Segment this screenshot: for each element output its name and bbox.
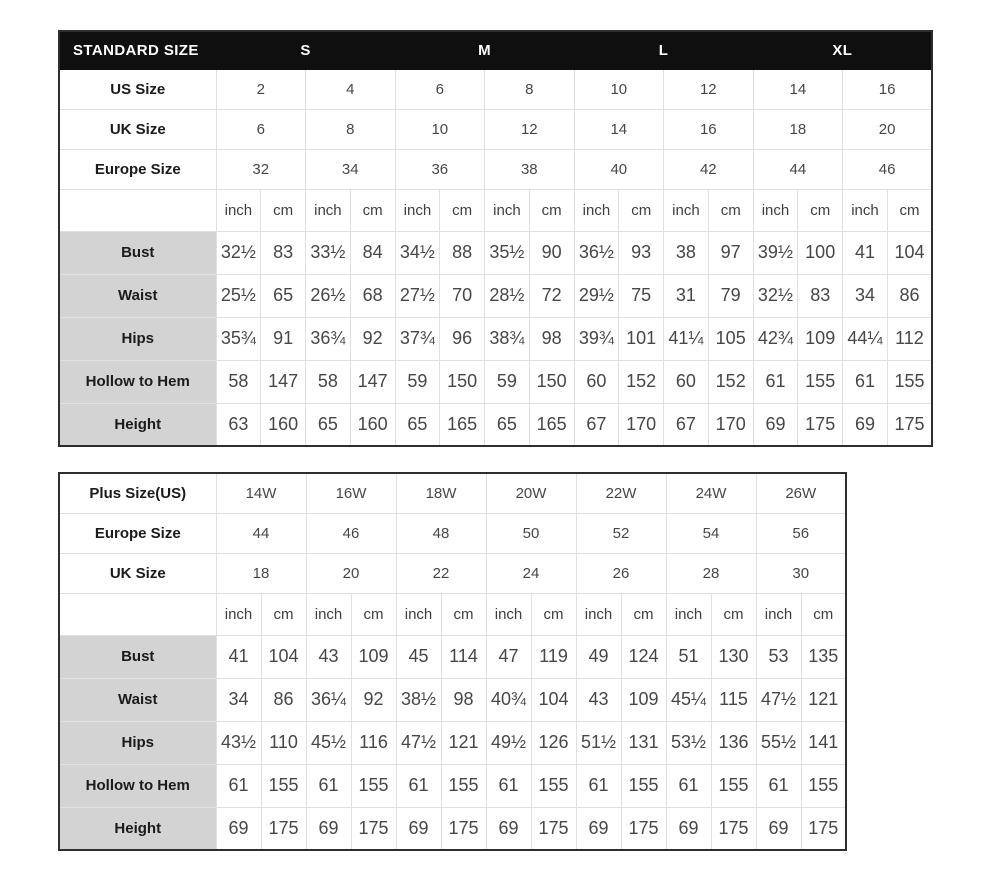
measurement-value-cell: 26½: [306, 274, 351, 317]
measurement-value-cell: 126: [531, 721, 576, 764]
size-value-cell: 24: [486, 553, 576, 593]
measurement-value-cell: 69: [756, 807, 801, 850]
unit-cell: inch: [485, 189, 530, 231]
measurement-value-cell: 61: [486, 764, 531, 807]
size-value-cell: 28: [666, 553, 756, 593]
unit-cell: inch: [753, 189, 798, 231]
size-value-cell: 14W: [216, 473, 306, 513]
measurement-value-cell: 44¼: [843, 317, 888, 360]
measurement-row: [59, 807, 846, 850]
measurement-value-cell: 43: [306, 635, 351, 678]
measurement-value-cell: 39¾: [574, 317, 619, 360]
size-value-cell: 18W: [396, 473, 486, 513]
measurement-value-cell: 136: [711, 721, 756, 764]
measurement-value-cell: 93: [619, 231, 664, 274]
measurement-value-cell: 43: [576, 678, 621, 721]
measurement-value-cell: 58: [306, 360, 351, 403]
measurement-value-cell: 165: [440, 403, 485, 446]
measurement-value-cell: 65: [261, 274, 306, 317]
measurement-value-cell: 115: [711, 678, 756, 721]
measurement-value-cell: 69: [216, 807, 261, 850]
measurement-value-cell: 32½: [216, 231, 261, 274]
measurement-value-cell: 39½: [753, 231, 798, 274]
measurement-value-cell: 61: [753, 360, 798, 403]
measurement-value-cell: 121: [441, 721, 486, 764]
unit-cell: inch: [216, 593, 261, 635]
size-value-cell: 38: [485, 149, 575, 189]
size-value-cell: 32: [216, 149, 306, 189]
measurement-value-cell: 51½: [576, 721, 621, 764]
measurement-value-cell: 41: [216, 635, 261, 678]
measurement-row: [59, 317, 932, 360]
size-value-cell: 24W: [666, 473, 756, 513]
measurement-value-cell: 45½: [306, 721, 351, 764]
measurement-row: [59, 403, 932, 446]
measurement-value-cell: 79: [708, 274, 753, 317]
measurement-value-cell: 155: [711, 764, 756, 807]
measurement-value-cell: 27½: [395, 274, 440, 317]
measurement-row-label: Waist: [59, 678, 216, 721]
measurement-value-cell: 175: [441, 807, 486, 850]
size-value-cell: 12: [664, 69, 754, 109]
measurement-value-cell: 63: [216, 403, 261, 446]
measurement-value-cell: 90: [529, 231, 574, 274]
measurement-value-cell: 49½: [486, 721, 531, 764]
measurement-value-cell: 25½: [216, 274, 261, 317]
measurement-value-cell: 175: [261, 807, 306, 850]
size-value-cell: 26: [576, 553, 666, 593]
unit-cell: cm: [350, 189, 395, 231]
measurement-value-cell: 32½: [753, 274, 798, 317]
measurement-value-cell: 116: [351, 721, 396, 764]
measurement-value-cell: 155: [621, 764, 666, 807]
unit-cell: inch: [756, 593, 801, 635]
measurement-value-cell: 98: [441, 678, 486, 721]
measurement-row: [59, 635, 846, 678]
measurement-value-cell: 45: [396, 635, 441, 678]
measurement-value-cell: 160: [261, 403, 306, 446]
unit-cell: inch: [306, 189, 351, 231]
measurement-value-cell: 37¾: [395, 317, 440, 360]
measurement-value-cell: 121: [801, 678, 846, 721]
size-value-cell: 14: [753, 69, 843, 109]
measurement-value-cell: 53: [756, 635, 801, 678]
unit-cell: inch: [843, 189, 888, 231]
measurement-value-cell: 152: [619, 360, 664, 403]
measurement-value-cell: 155: [887, 360, 932, 403]
measurement-value-cell: 67: [664, 403, 709, 446]
measurement-value-cell: 49: [576, 635, 621, 678]
measurement-value-cell: 70: [440, 274, 485, 317]
measurement-value-cell: 88: [440, 231, 485, 274]
measurement-value-cell: 67: [574, 403, 619, 446]
unit-cell: inch: [395, 189, 440, 231]
size-row-label: UK Size: [59, 553, 216, 593]
measurement-row: [59, 274, 932, 317]
measurement-value-cell: 131: [621, 721, 666, 764]
unit-row: [59, 593, 846, 635]
measurement-value-cell: 47½: [396, 721, 441, 764]
size-value-cell: 44: [753, 149, 843, 189]
size-value-cell: 20: [843, 109, 933, 149]
measurement-value-cell: 147: [350, 360, 395, 403]
measurement-value-cell: 34: [216, 678, 261, 721]
unit-cell: cm: [619, 189, 664, 231]
measurement-value-cell: 55½: [756, 721, 801, 764]
measurement-value-cell: 152: [708, 360, 753, 403]
measurement-value-cell: 141: [801, 721, 846, 764]
measurement-value-cell: 150: [440, 360, 485, 403]
measurement-value-cell: 43½: [216, 721, 261, 764]
unit-cell: cm: [708, 189, 753, 231]
measurement-value-cell: 135: [801, 635, 846, 678]
measurement-row-label: Hollow to Hem: [59, 764, 216, 807]
measurement-value-cell: 155: [798, 360, 843, 403]
measurement-value-cell: 175: [798, 403, 843, 446]
size-value-cell: 20: [306, 553, 396, 593]
unit-cell: inch: [306, 593, 351, 635]
size-group-header: M: [395, 31, 574, 69]
measurement-row: [59, 231, 932, 274]
size-value-cell: 50: [486, 513, 576, 553]
measurement-value-cell: 91: [261, 317, 306, 360]
size-row-label: UK Size: [59, 109, 216, 149]
size-row: [59, 69, 932, 109]
measurement-value-cell: 28½: [485, 274, 530, 317]
measurement-row-label: Height: [59, 403, 216, 446]
measurement-value-cell: 155: [531, 764, 576, 807]
measurement-row-label: Height: [59, 807, 216, 850]
size-value-cell: 44: [216, 513, 306, 553]
size-value-cell: 40: [574, 149, 664, 189]
measurement-value-cell: 58: [216, 360, 261, 403]
measurement-value-cell: 155: [261, 764, 306, 807]
measurement-value-cell: 61: [306, 764, 351, 807]
measurement-row-label: Hollow to Hem: [59, 360, 216, 403]
measurement-value-cell: 42¾: [753, 317, 798, 360]
measurement-value-cell: 175: [351, 807, 396, 850]
unit-row-spacer: [59, 189, 216, 231]
measurement-value-cell: 47: [486, 635, 531, 678]
size-row: [59, 513, 846, 553]
measurement-value-cell: 104: [887, 231, 932, 274]
measurement-value-cell: 155: [351, 764, 396, 807]
unit-cell: cm: [887, 189, 932, 231]
measurement-value-cell: 68: [350, 274, 395, 317]
measurement-value-cell: 36¾: [306, 317, 351, 360]
measurement-value-cell: 155: [441, 764, 486, 807]
measurement-value-cell: 65: [485, 403, 530, 446]
size-value-cell: 14: [574, 109, 664, 149]
size-value-cell: 18: [216, 553, 306, 593]
unit-cell: inch: [574, 189, 619, 231]
measurement-value-cell: 61: [576, 764, 621, 807]
measurement-value-cell: 59: [395, 360, 440, 403]
unit-cell: cm: [529, 189, 574, 231]
measurement-value-cell: 175: [801, 807, 846, 850]
measurement-value-cell: 112: [887, 317, 932, 360]
size-value-cell: 52: [576, 513, 666, 553]
measurement-value-cell: 170: [619, 403, 664, 446]
measurement-value-cell: 61: [756, 764, 801, 807]
measurement-value-cell: 33½: [306, 231, 351, 274]
measurement-value-cell: 51: [666, 635, 711, 678]
unit-cell: cm: [531, 593, 576, 635]
size-value-cell: 2: [216, 69, 306, 109]
measurement-value-cell: 83: [798, 274, 843, 317]
unit-cell: cm: [440, 189, 485, 231]
size-value-cell: 34: [306, 149, 396, 189]
size-value-cell: 46: [843, 149, 933, 189]
measurement-value-cell: 130: [711, 635, 756, 678]
unit-cell: inch: [576, 593, 621, 635]
measurement-value-cell: 69: [843, 403, 888, 446]
measurement-value-cell: 98: [529, 317, 574, 360]
unit-cell: cm: [798, 189, 843, 231]
measurement-value-cell: 31: [664, 274, 709, 317]
measurement-value-cell: 86: [261, 678, 306, 721]
measurement-value-cell: 160: [350, 403, 395, 446]
measurement-value-cell: 175: [711, 807, 756, 850]
measurement-value-cell: 170: [708, 403, 753, 446]
size-value-cell: 12: [485, 109, 575, 149]
size-value-cell: 42: [664, 149, 754, 189]
measurement-value-cell: 65: [395, 403, 440, 446]
measurement-value-cell: 47½: [756, 678, 801, 721]
measurement-value-cell: 69: [396, 807, 441, 850]
measurement-row-label: Bust: [59, 635, 216, 678]
measurement-value-cell: 150: [529, 360, 574, 403]
measurement-value-cell: 165: [529, 403, 574, 446]
measurement-value-cell: 147: [261, 360, 306, 403]
measurement-value-cell: 38¾: [485, 317, 530, 360]
measurement-row: [59, 678, 846, 721]
measurement-value-cell: 100: [798, 231, 843, 274]
size-value-cell: 30: [756, 553, 846, 593]
measurement-value-cell: 72: [529, 274, 574, 317]
measurement-value-cell: 61: [396, 764, 441, 807]
size-row-label: Europe Size: [59, 513, 216, 553]
unit-cell: cm: [441, 593, 486, 635]
size-value-cell: 46: [306, 513, 396, 553]
measurement-row-label: Bust: [59, 231, 216, 274]
measurement-value-cell: 109: [621, 678, 666, 721]
size-value-cell: 18: [753, 109, 843, 149]
measurement-value-cell: 92: [351, 678, 396, 721]
measurement-value-cell: 110: [261, 721, 306, 764]
measurement-value-cell: 61: [666, 764, 711, 807]
measurement-value-cell: 36¼: [306, 678, 351, 721]
standard-size-table: [58, 30, 933, 447]
measurement-value-cell: 41¼: [664, 317, 709, 360]
measurement-value-cell: 45¼: [666, 678, 711, 721]
size-value-cell: 48: [396, 513, 486, 553]
measurement-value-cell: 83: [261, 231, 306, 274]
size-row-label: Plus Size(US): [59, 473, 216, 513]
size-value-cell: 22: [396, 553, 486, 593]
measurement-value-cell: 60: [664, 360, 709, 403]
size-value-cell: 8: [306, 109, 396, 149]
measurement-value-cell: 101: [619, 317, 664, 360]
measurement-value-cell: 65: [306, 403, 351, 446]
unit-cell: cm: [801, 593, 846, 635]
measurement-value-cell: 124: [621, 635, 666, 678]
measurement-value-cell: 119: [531, 635, 576, 678]
measurement-value-cell: 109: [798, 317, 843, 360]
size-value-cell: 16: [843, 69, 933, 109]
size-row-label: US Size: [59, 69, 216, 109]
measurement-row-label: Hips: [59, 721, 216, 764]
size-value-cell: 16W: [306, 473, 396, 513]
size-row: [59, 553, 846, 593]
measurement-value-cell: 97: [708, 231, 753, 274]
unit-cell: inch: [664, 189, 709, 231]
unit-cell: cm: [711, 593, 756, 635]
size-row: [59, 149, 932, 189]
measurement-value-cell: 114: [441, 635, 486, 678]
unit-cell: inch: [216, 189, 261, 231]
size-value-cell: 54: [666, 513, 756, 553]
measurement-value-cell: 34½: [395, 231, 440, 274]
measurement-value-cell: 29½: [574, 274, 619, 317]
size-value-cell: 56: [756, 513, 846, 553]
unit-cell: inch: [486, 593, 531, 635]
measurement-row: [59, 721, 846, 764]
measurement-value-cell: 69: [306, 807, 351, 850]
measurement-value-cell: 38½: [396, 678, 441, 721]
measurement-value-cell: 59: [485, 360, 530, 403]
measurement-value-cell: 109: [351, 635, 396, 678]
measurement-row-label: Hips: [59, 317, 216, 360]
measurement-value-cell: 104: [261, 635, 306, 678]
measurement-value-cell: 69: [486, 807, 531, 850]
size-value-cell: 4: [306, 69, 396, 109]
measurement-value-cell: 61: [843, 360, 888, 403]
measurement-value-cell: 175: [887, 403, 932, 446]
measurement-value-cell: 75: [619, 274, 664, 317]
unit-row: [59, 189, 932, 231]
measurement-value-cell: 155: [801, 764, 846, 807]
measurement-value-cell: 40¾: [486, 678, 531, 721]
measurement-value-cell: 60: [574, 360, 619, 403]
unit-cell: cm: [351, 593, 396, 635]
size-value-cell: 20W: [486, 473, 576, 513]
table-header-row: [59, 31, 932, 69]
size-value-cell: 6: [216, 109, 306, 149]
measurement-row: [59, 764, 846, 807]
size-group-header: S: [216, 31, 395, 69]
measurement-value-cell: 69: [753, 403, 798, 446]
measurement-row: [59, 360, 932, 403]
size-row: [59, 473, 846, 513]
measurement-value-cell: 96: [440, 317, 485, 360]
measurement-value-cell: 104: [531, 678, 576, 721]
size-value-cell: 22W: [576, 473, 666, 513]
unit-cell: cm: [261, 593, 306, 635]
measurement-value-cell: 61: [216, 764, 261, 807]
unit-cell: cm: [621, 593, 666, 635]
unit-cell: cm: [261, 189, 306, 231]
plus-size-table: [58, 472, 847, 851]
measurement-value-cell: 34: [843, 274, 888, 317]
size-row: [59, 109, 932, 149]
measurement-value-cell: 35¾: [216, 317, 261, 360]
measurement-value-cell: 105: [708, 317, 753, 360]
measurement-value-cell: 84: [350, 231, 395, 274]
measurement-value-cell: 36½: [574, 231, 619, 274]
measurement-value-cell: 69: [666, 807, 711, 850]
measurement-value-cell: 175: [621, 807, 666, 850]
size-value-cell: 26W: [756, 473, 846, 513]
measurement-value-cell: 41: [843, 231, 888, 274]
table-title: STANDARD SIZE: [59, 31, 216, 69]
measurement-value-cell: 35½: [485, 231, 530, 274]
measurement-value-cell: 69: [576, 807, 621, 850]
size-value-cell: 6: [395, 69, 485, 109]
unit-cell: inch: [396, 593, 441, 635]
unit-row-spacer: [59, 593, 216, 635]
size-value-cell: 10: [574, 69, 664, 109]
size-row-label: Europe Size: [59, 149, 216, 189]
measurement-value-cell: 92: [350, 317, 395, 360]
measurement-value-cell: 38: [664, 231, 709, 274]
measurement-value-cell: 53½: [666, 721, 711, 764]
unit-cell: inch: [666, 593, 711, 635]
measurement-row-label: Waist: [59, 274, 216, 317]
size-group-header: L: [574, 31, 753, 69]
size-value-cell: 8: [485, 69, 575, 109]
size-group-header: XL: [753, 31, 932, 69]
size-value-cell: 36: [395, 149, 485, 189]
size-value-cell: 10: [395, 109, 485, 149]
measurement-value-cell: 86: [887, 274, 932, 317]
size-value-cell: 16: [664, 109, 754, 149]
measurement-value-cell: 175: [531, 807, 576, 850]
